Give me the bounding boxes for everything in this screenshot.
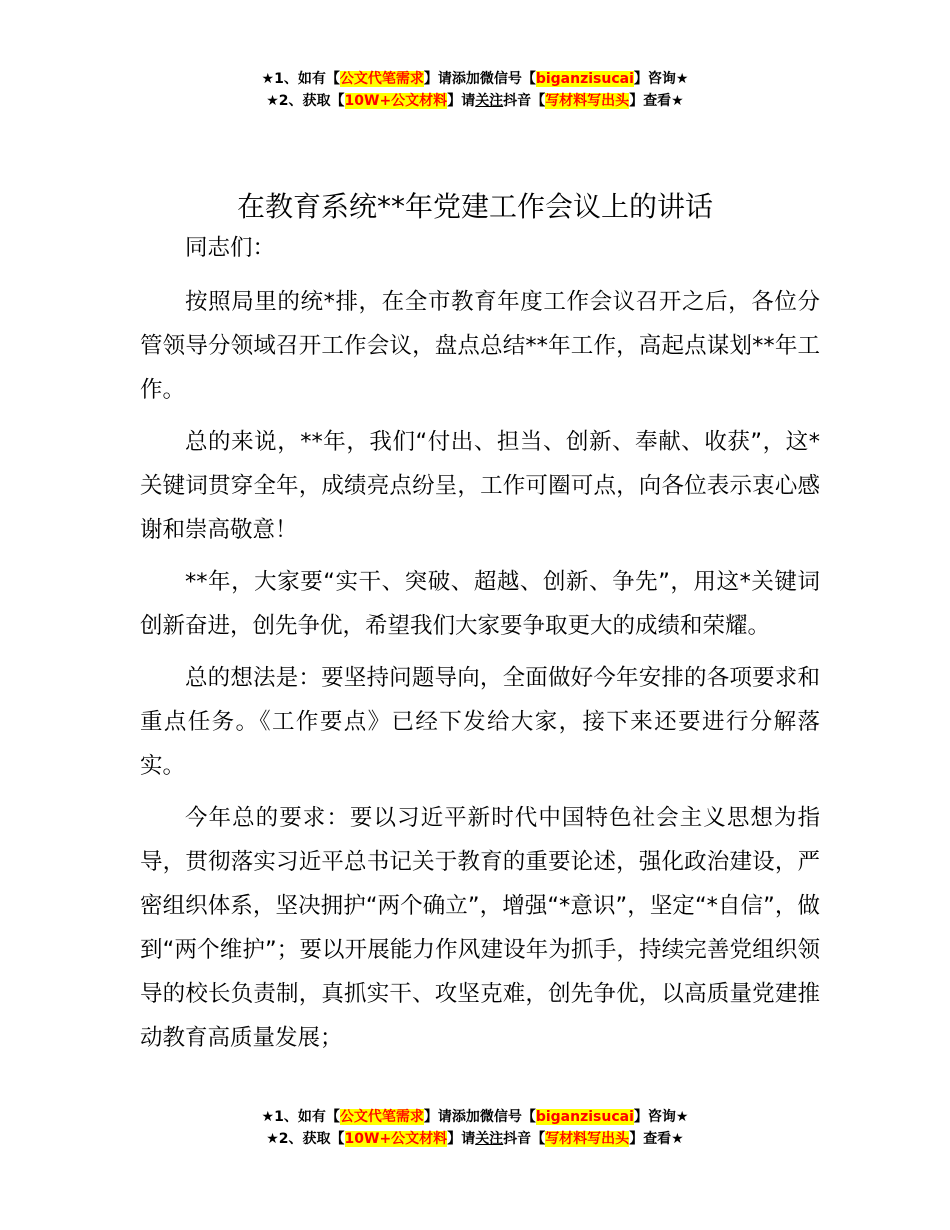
paragraph: 总的想法是：要坚持问题导向，全面做好今年安排的各项要求和重点任务。《工作要点》已经下发给大家，接下来还要进行分解落实。 — [140, 665, 820, 779]
paragraph: 按照局里的统*排，在全市教育年度工作会议召开之后，各位分管领导分领域召开工作会议，盘点总结**年工作，高起点谋划**年工作。 — [140, 289, 820, 403]
document-body — [140, 226, 820, 1068]
banner-line-2: ★2、获取【10W+公文材料】请关注抖音【写材料写出头】查看★ — [266, 1131, 684, 1147]
banner-highlight-materials: 10W+公文材料 — [344, 1131, 448, 1147]
paragraph: 今年总的要求：要以习近平新时代中国特色社会主义思想为指导，贯彻落实习近平总书记关于教育的重要论述，强化政治建设，严密组织体系，坚决拥护“两个确立”，增强“*意识”，坚定“*自信”，做到“两个维护”；要以开展能力作风建设年为抓手，持续完善党组织领导的校长负责制，真抓实干、攻坚克难，创先争优，以高质量党建推动教育高质量发展； — [140, 805, 820, 1051]
document-title: 在教育系统**年党建工作会议上的讲话 — [236, 189, 713, 223]
footer-banner — [0, 1106, 950, 1150]
banner-highlight-service: 公文代笔需求 — [339, 1109, 424, 1125]
banner-highlight-wechat-id: biganzisucai — [535, 71, 634, 87]
banner-highlight-materials: 10W+公文材料 — [344, 93, 448, 109]
paragraph: **年，大家要“实干、突破、超越、创新、争先”，用这*关键词创新奋进，创先争优，希望我们大家要争取更大的成绩和荣耀。 — [140, 569, 820, 639]
banner-highlight-douyin: 写材料写出头 — [545, 1131, 630, 1147]
banner-highlight-service: 公文代笔需求 — [339, 71, 424, 87]
greeting: 同志们： — [185, 235, 276, 261]
paragraph: 总的来说，**年，我们“付出、担当、创新、奉献、收获”，这*关键词贯穿全年，成绩亮点纷呈，工作可圈可点，向各位表示衷心感谢和崇高敬意！ — [140, 429, 820, 543]
banner-line-2: ★2、获取【10W+公文材料】请关注抖音【写材料写出头】查看★ — [266, 93, 684, 109]
banner-highlight-wechat-id: biganzisucai — [535, 1109, 634, 1125]
banner-line-1: ★1、如有【公文代笔需求】请添加微信号【biganzisucai】咨询★ — [261, 71, 689, 87]
banner-line-1: ★1、如有【公文代笔需求】请添加微信号【biganzisucai】咨询★ — [261, 1109, 689, 1125]
header-banner — [0, 68, 950, 112]
banner-highlight-douyin: 写材料写出头 — [545, 93, 630, 109]
